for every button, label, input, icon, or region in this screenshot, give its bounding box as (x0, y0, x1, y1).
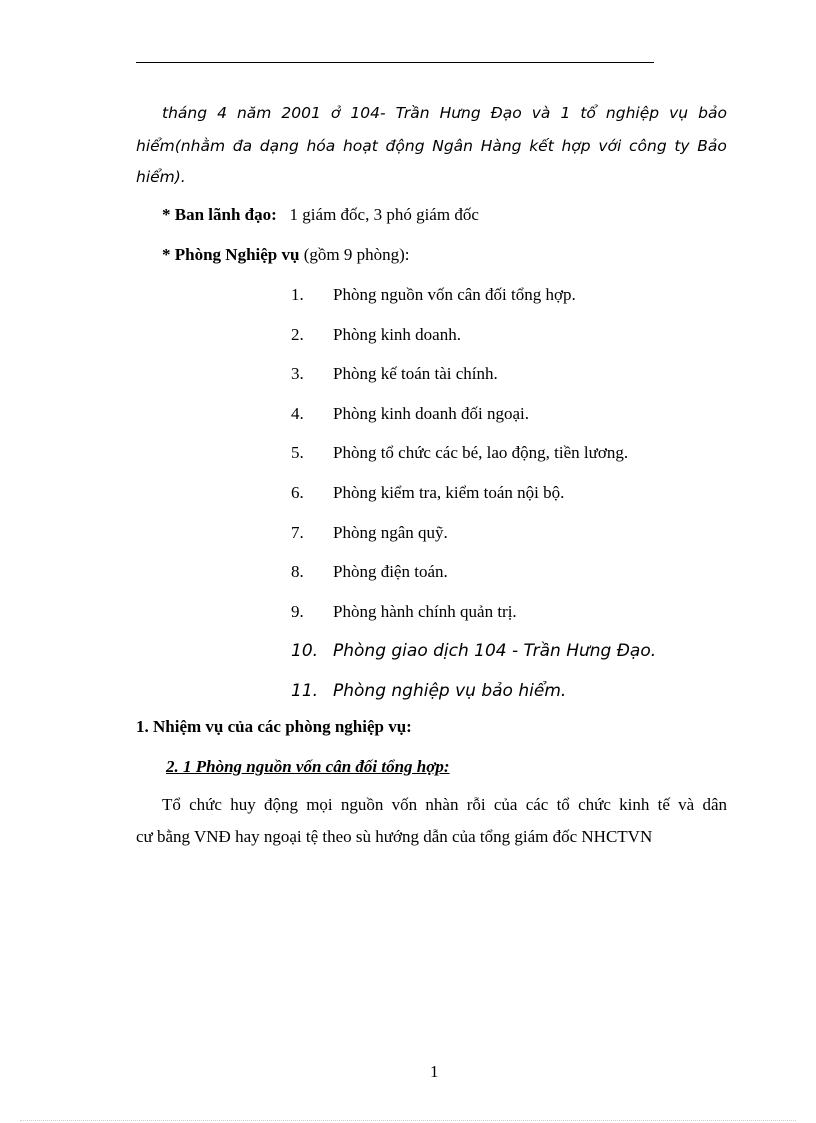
intro-word: kết (529, 137, 554, 155)
header-rule (136, 62, 654, 63)
paragraph-word: rỗi (466, 795, 486, 814)
intro-word: 2001 (281, 104, 321, 122)
department-item: Phòng kiểm tra, kiểm toán nội bộ. (333, 483, 565, 502)
department-number: 5. (291, 443, 304, 462)
paragraph-word: mọi (306, 795, 333, 814)
intro-word: 4 (217, 104, 227, 122)
intro-word: bảo (698, 104, 727, 122)
intro-line-3: hiểm). (136, 168, 186, 186)
department-item: Phòng kinh doanh. (333, 325, 461, 344)
leadership-value: 1 giám đốc, 3 phó giám đốc (289, 205, 479, 224)
intro-word: hóa (306, 137, 336, 155)
department-item: Phòng kế toán tài chính. (333, 364, 498, 383)
section-heading: 1. Nhiệm vụ của các phòng nghiệp vụ: (136, 717, 412, 736)
paragraph-word: các (525, 795, 549, 814)
intro-word: ở (330, 104, 341, 122)
intro-word: 104- (350, 104, 386, 122)
leadership-label: * Ban lãnh đạo: (162, 205, 277, 224)
departments-label: * Phòng Nghiệp vụ (162, 245, 300, 264)
intro-word: vụ (669, 104, 689, 122)
intro-word: ty (674, 137, 690, 155)
paragraph-word: kinh (619, 795, 650, 814)
intro-word: hoạt (342, 137, 378, 155)
intro-word: Bảo (697, 137, 727, 155)
intro-word: Trần (395, 104, 430, 122)
intro-word: động (385, 137, 425, 155)
paragraph-word: và (678, 795, 695, 814)
intro-word: 1 (560, 104, 571, 122)
department-number: 2. (291, 325, 304, 344)
department-item: Phòng giao dịch 104 - Trần Hưng Đạo. (333, 641, 657, 661)
intro-line-1 (162, 103, 727, 123)
department-number: 10. (291, 641, 319, 661)
intro-word: tổ (580, 104, 596, 122)
intro-word: Đạo (490, 104, 522, 122)
paragraph-word: vốn (391, 795, 418, 814)
department-item: Phòng nghiệp vụ bảo hiểm. (333, 681, 567, 701)
paragraph-word: động (263, 795, 298, 814)
department-item: Phòng hành chính quản trị. (333, 602, 517, 621)
intro-word: hiểm(nhằm (136, 137, 226, 155)
paragraph-word: huy (230, 795, 256, 814)
department-number: 8. (291, 562, 304, 581)
department-number: 3. (291, 364, 304, 383)
paragraph-word: của (493, 795, 518, 814)
paragraph-word: chức (578, 795, 611, 814)
paragraph-word: Tổ (162, 795, 181, 814)
paragraph-word: nhàn (425, 795, 459, 814)
intro-word: năm (236, 104, 272, 122)
intro-word: và (531, 104, 551, 122)
departments-note: (gồm 9 phòng): (303, 245, 410, 264)
department-item: Phòng điện toán. (333, 562, 448, 581)
paragraph-word: dân (702, 795, 727, 814)
subsection-heading: 2. 1 Phòng nguồn vốn cân đối tổng hợp: (166, 757, 450, 776)
intro-word: Ngân (432, 137, 473, 155)
department-number: 1. (291, 285, 304, 304)
department-number: 6. (291, 483, 304, 502)
intro-word: tháng (162, 104, 208, 122)
department-item: Phòng kinh doanh đối ngoại. (333, 404, 529, 423)
paragraph-word: nguồn (340, 795, 384, 814)
departments-line (162, 245, 409, 265)
page-number: 1 (430, 1062, 439, 1081)
intro-word: Hàng (480, 137, 522, 155)
department-item: Phòng ngân quỹ. (333, 523, 448, 542)
department-number: 7. (291, 523, 304, 542)
intro-word: hợp (561, 137, 591, 155)
intro-line-2 (136, 136, 727, 156)
department-number: 9. (291, 602, 304, 621)
intro-word: dạng (259, 137, 299, 155)
department-item: Phòng tổ chức các bé, lao động, tiền lương. (333, 443, 629, 462)
intro-word: công (628, 137, 667, 155)
paragraph-word: chức (189, 795, 222, 814)
department-number: 11. (291, 681, 319, 701)
intro-word: nghiệp (605, 104, 660, 122)
page-bottom-border (20, 1120, 796, 1121)
paragraph-line-1 (162, 795, 727, 815)
paragraph-word: tế (657, 795, 670, 814)
intro-word: với (598, 137, 622, 155)
paragraph-line-2: cư bằng VNĐ hay ngoại tệ theo sù hướng dẫn của tổng giám đốc NHCTVN (136, 827, 653, 846)
leadership-line (162, 205, 479, 225)
intro-word: đa (232, 137, 253, 155)
department-item: Phòng nguồn vốn cân đối tổng hợp. (333, 285, 576, 304)
paragraph-word: tổ (556, 795, 570, 814)
department-number: 4. (291, 404, 304, 423)
intro-word: Hưng (439, 104, 481, 122)
